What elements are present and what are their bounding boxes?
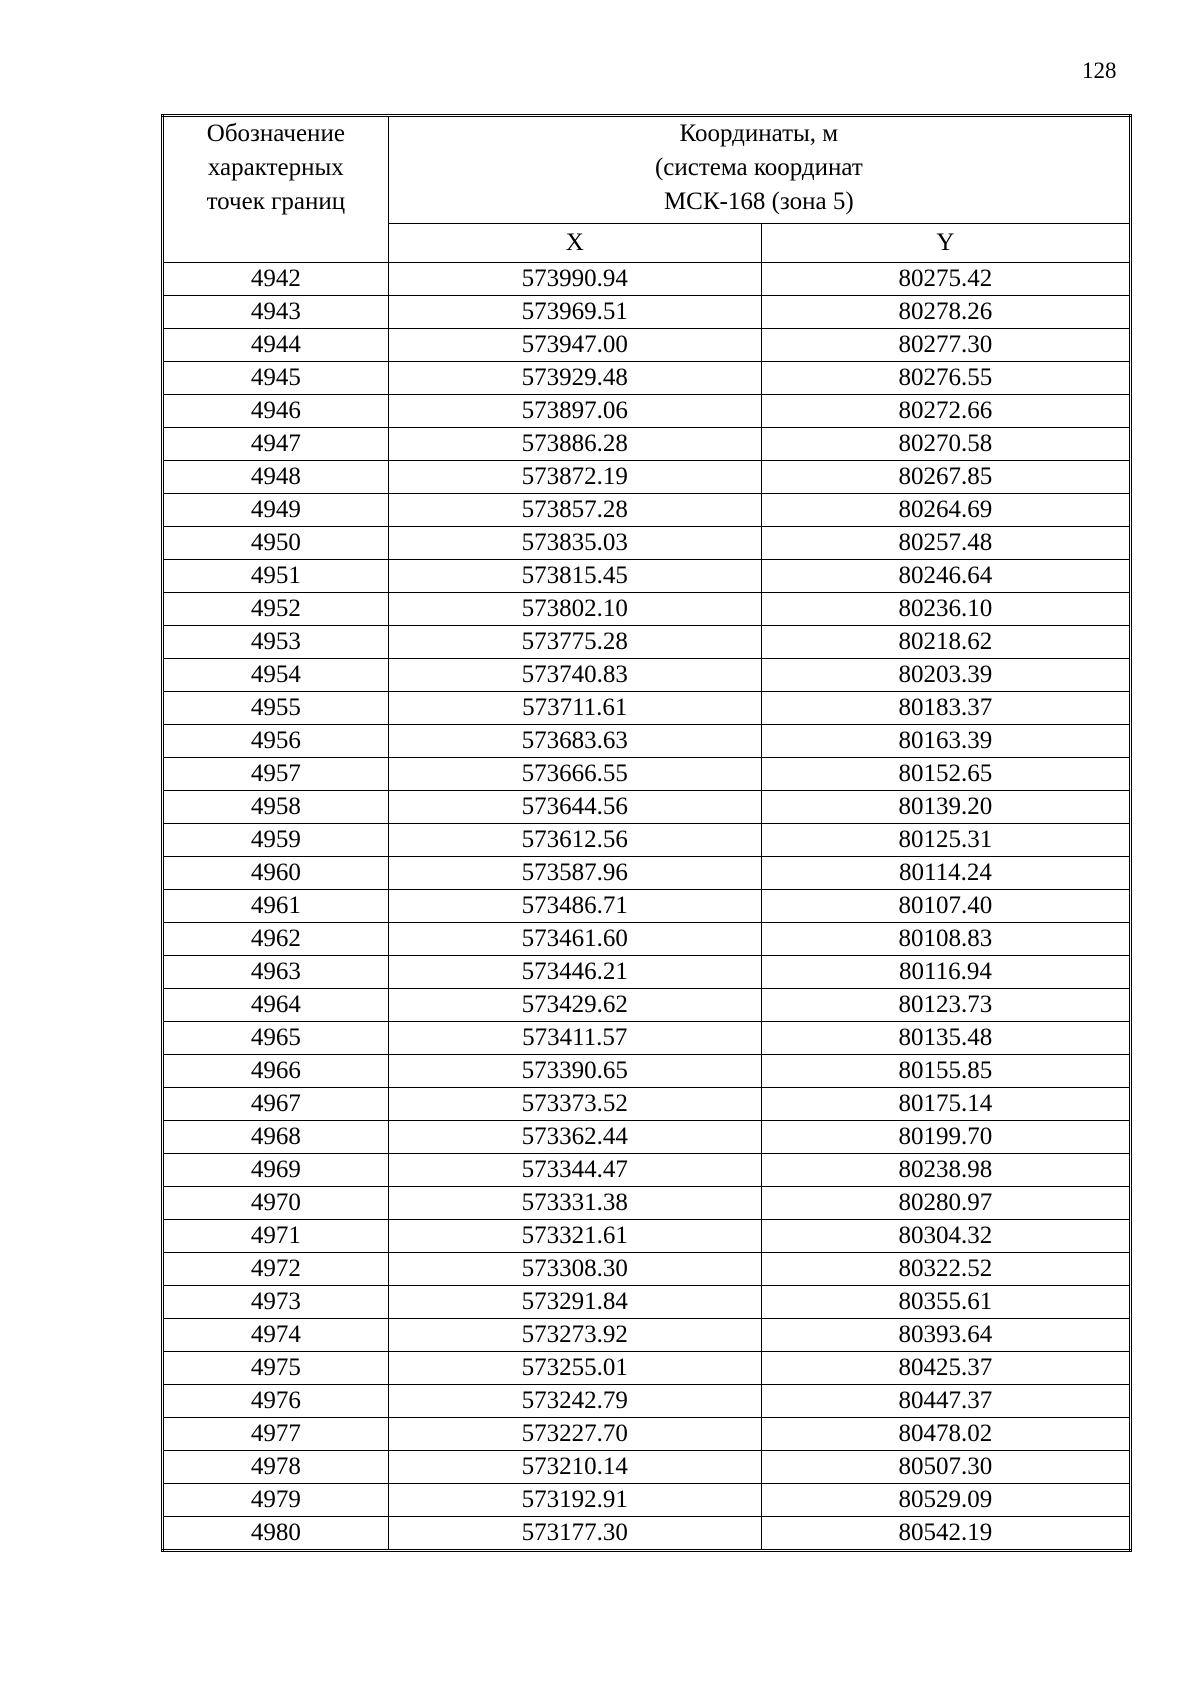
cell-point: 4949 [163, 494, 389, 527]
cell-x: 573775.28 [388, 626, 761, 659]
cell-point: 4967 [163, 1088, 389, 1121]
cell-point: 4971 [163, 1220, 389, 1253]
cell-x: 573242.79 [388, 1385, 761, 1418]
table-row [163, 1319, 1131, 1352]
cell-x: 573461.60 [388, 923, 761, 956]
header-coords-line: Координаты, м [679, 120, 839, 147]
cell-y: 80270.58 [761, 428, 1130, 461]
cell-y: 80425.37 [761, 1352, 1130, 1385]
cell-point: 4945 [163, 362, 389, 395]
cell-y: 80355.61 [761, 1286, 1130, 1319]
cell-x: 573308.30 [388, 1253, 761, 1286]
table-row [163, 1352, 1131, 1385]
cell-x: 573192.91 [388, 1484, 761, 1517]
cell-point: 4952 [163, 593, 389, 626]
table-row [163, 1220, 1131, 1253]
cell-point: 4969 [163, 1154, 389, 1187]
table-row [163, 428, 1131, 461]
cell-point: 4965 [163, 1022, 389, 1055]
cell-point: 4962 [163, 923, 389, 956]
cell-x: 573373.52 [388, 1088, 761, 1121]
cell-point: 4957 [163, 758, 389, 791]
header-point-line: точек границ [206, 188, 346, 215]
table-row [163, 725, 1131, 758]
cell-x: 573390.65 [388, 1055, 761, 1088]
cell-x: 573291.84 [388, 1286, 761, 1319]
table-row [163, 1418, 1131, 1451]
cell-y: 80123.73 [761, 989, 1130, 1022]
table-row [163, 791, 1131, 824]
cell-y: 80393.64 [761, 1319, 1130, 1352]
cell-x: 573612.56 [388, 824, 761, 857]
cell-y: 80447.37 [761, 1385, 1130, 1418]
cell-y: 80322.52 [761, 1253, 1130, 1286]
cell-point: 4979 [163, 1484, 389, 1517]
cell-y: 80218.62 [761, 626, 1130, 659]
cell-x: 573255.01 [388, 1352, 761, 1385]
table-row [163, 989, 1131, 1022]
table-row [163, 1451, 1131, 1484]
table-row [163, 824, 1131, 857]
cell-y: 80236.10 [761, 593, 1130, 626]
cell-x: 573177.30 [388, 1517, 761, 1551]
header-point-line: Обозначение [206, 120, 345, 147]
cell-point: 4972 [163, 1253, 389, 1286]
cell-x: 573802.10 [388, 593, 761, 626]
table-row [163, 956, 1131, 989]
cell-x: 573683.63 [388, 725, 761, 758]
table-row [163, 1253, 1131, 1286]
cell-point: 4943 [163, 296, 389, 329]
cell-y: 80275.42 [761, 263, 1130, 296]
cell-point: 4977 [163, 1418, 389, 1451]
cell-x: 573897.06 [388, 395, 761, 428]
table-row [163, 560, 1131, 593]
header-point-designation [163, 116, 389, 263]
table-row [163, 1088, 1131, 1121]
cell-x: 573429.62 [388, 989, 761, 1022]
cell-point: 4975 [163, 1352, 389, 1385]
cell-y: 80529.09 [761, 1484, 1130, 1517]
cell-x: 573872.19 [388, 461, 761, 494]
cell-y: 80175.14 [761, 1088, 1130, 1121]
cell-x: 573344.47 [388, 1154, 761, 1187]
table-row [163, 1154, 1131, 1187]
cell-point: 4946 [163, 395, 389, 428]
cell-point: 4951 [163, 560, 389, 593]
cell-point: 4950 [163, 527, 389, 560]
cell-x: 573273.92 [388, 1319, 761, 1352]
cell-y: 80107.40 [761, 890, 1130, 923]
cell-point: 4954 [163, 659, 389, 692]
cell-x: 573835.03 [388, 527, 761, 560]
cell-point: 4968 [163, 1121, 389, 1154]
table-row [163, 1385, 1131, 1418]
cell-x: 573740.83 [388, 659, 761, 692]
cell-y: 80278.26 [761, 296, 1130, 329]
cell-point: 4944 [163, 329, 389, 362]
cell-y: 80203.39 [761, 659, 1130, 692]
cell-point: 4974 [163, 1319, 389, 1352]
table-row [163, 692, 1131, 725]
cell-y: 80139.20 [761, 791, 1130, 824]
table-row [163, 857, 1131, 890]
cell-y: 80183.37 [761, 692, 1130, 725]
cell-y: 80304.32 [761, 1220, 1130, 1253]
cell-x: 573711.61 [388, 692, 761, 725]
table-row [163, 395, 1131, 428]
cell-point: 4978 [163, 1451, 389, 1484]
cell-y: 80542.19 [761, 1517, 1130, 1551]
table-row [163, 329, 1131, 362]
coordinates-table [161, 114, 1132, 1552]
table-row [163, 1022, 1131, 1055]
cell-point: 4948 [163, 461, 389, 494]
cell-y: 80114.24 [761, 857, 1130, 890]
cell-x: 573644.56 [388, 791, 761, 824]
cell-point: 4966 [163, 1055, 389, 1088]
table-header [163, 116, 1131, 263]
cell-point: 4980 [163, 1517, 389, 1551]
cell-y: 80155.85 [761, 1055, 1130, 1088]
cell-y: 80125.31 [761, 824, 1130, 857]
cell-y: 80135.48 [761, 1022, 1130, 1055]
cell-y: 80116.94 [761, 956, 1130, 989]
table-row [163, 923, 1131, 956]
cell-y: 80267.85 [761, 461, 1130, 494]
header-coords-line: (система координат [654, 154, 863, 181]
table-row [163, 494, 1131, 527]
cell-y: 80264.69 [761, 494, 1130, 527]
cell-point: 4976 [163, 1385, 389, 1418]
table-row [163, 1517, 1131, 1551]
cell-point: 4953 [163, 626, 389, 659]
cell-x: 573990.94 [388, 263, 761, 296]
table-row [163, 1286, 1131, 1319]
table-row [163, 527, 1131, 560]
cell-x: 573666.55 [388, 758, 761, 791]
table-row [163, 1055, 1131, 1088]
cell-y: 80272.66 [761, 395, 1130, 428]
cell-x: 573362.44 [388, 1121, 761, 1154]
cell-point: 4973 [163, 1286, 389, 1319]
cell-y: 80152.65 [761, 758, 1130, 791]
header-coords-line: МСК-168 (зона 5) [663, 188, 854, 215]
cell-point: 4958 [163, 791, 389, 824]
cell-x: 573587.96 [388, 857, 761, 890]
cell-x: 573857.28 [388, 494, 761, 527]
table-row [163, 593, 1131, 626]
cell-x: 573929.48 [388, 362, 761, 395]
table-row [163, 1484, 1131, 1517]
cell-y: 80276.55 [761, 362, 1130, 395]
cell-x: 573815.45 [388, 560, 761, 593]
cell-y: 80277.30 [761, 329, 1130, 362]
cell-x: 573486.71 [388, 890, 761, 923]
cell-y: 80507.30 [761, 1451, 1130, 1484]
cell-point: 4970 [163, 1187, 389, 1220]
cell-y: 80478.02 [761, 1418, 1130, 1451]
cell-point: 4964 [163, 989, 389, 1022]
table-row [163, 758, 1131, 791]
cell-point: 4942 [163, 263, 389, 296]
cell-y: 80199.70 [761, 1121, 1130, 1154]
cell-y: 80163.39 [761, 725, 1130, 758]
cell-x: 573411.57 [388, 1022, 761, 1055]
cell-point: 4956 [163, 725, 389, 758]
header-x: X [388, 224, 761, 263]
table-row [163, 626, 1131, 659]
table-row [163, 1187, 1131, 1220]
cell-y: 80238.98 [761, 1154, 1130, 1187]
cell-point: 4961 [163, 890, 389, 923]
cell-x: 573321.61 [388, 1220, 761, 1253]
table-body [163, 263, 1131, 1551]
cell-x: 573947.00 [388, 329, 761, 362]
cell-point: 4955 [163, 692, 389, 725]
cell-y: 80246.64 [761, 560, 1130, 593]
table-row [163, 461, 1131, 494]
cell-x: 573886.28 [388, 428, 761, 461]
cell-point: 4959 [163, 824, 389, 857]
cell-y: 80257.48 [761, 527, 1130, 560]
cell-y: 80108.83 [761, 923, 1130, 956]
cell-point: 4963 [163, 956, 389, 989]
page-number: 128 [1082, 58, 1117, 83]
table-row [163, 362, 1131, 395]
table-row [163, 263, 1131, 296]
cell-x: 573446.21 [388, 956, 761, 989]
header-coordinates [388, 116, 1130, 224]
table-row [163, 296, 1131, 329]
header-y: Y [761, 224, 1130, 263]
table-row [163, 659, 1131, 692]
cell-point: 4947 [163, 428, 389, 461]
cell-y: 80280.97 [761, 1187, 1130, 1220]
header-point-line: характерных [207, 154, 344, 181]
table-row [163, 1121, 1131, 1154]
cell-x: 573227.70 [388, 1418, 761, 1451]
cell-x: 573969.51 [388, 296, 761, 329]
cell-x: 573210.14 [388, 1451, 761, 1484]
table-row [163, 890, 1131, 923]
cell-x: 573331.38 [388, 1187, 761, 1220]
cell-point: 4960 [163, 857, 389, 890]
